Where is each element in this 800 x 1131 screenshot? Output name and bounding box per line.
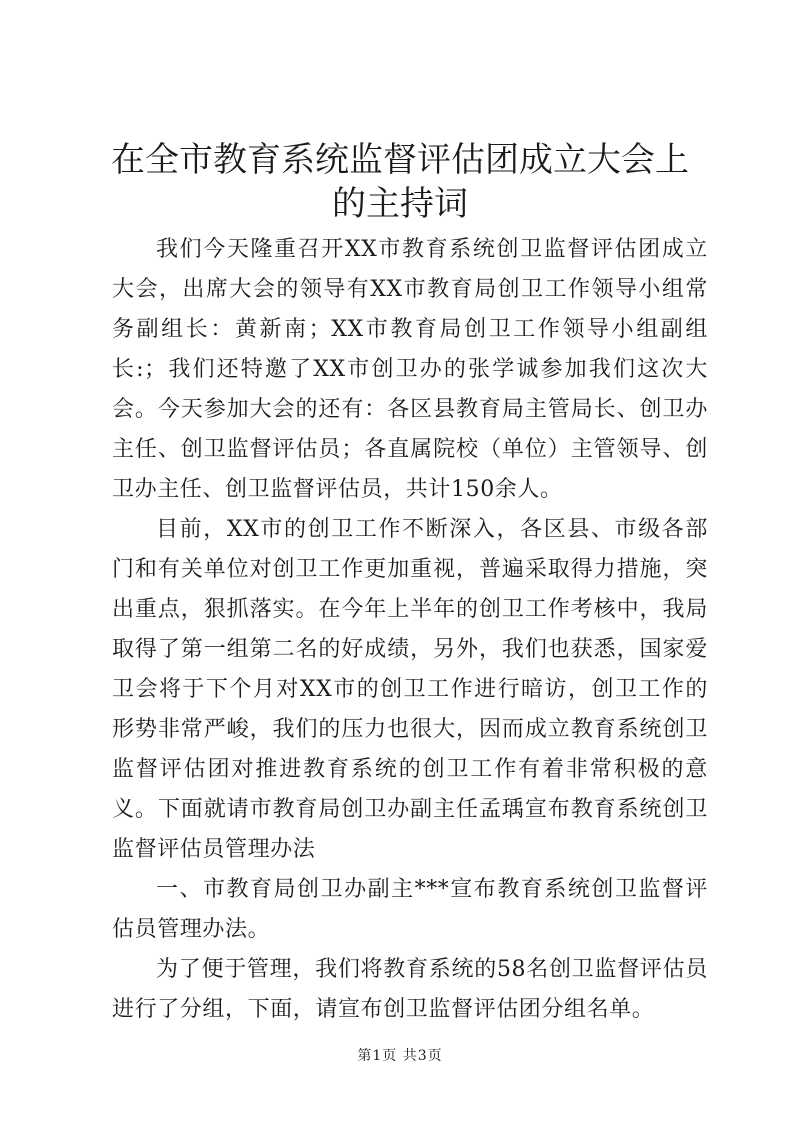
paragraph-item-one: 一、市教育局创卫办副主***宣布教育系统创卫监督评估员管理办法。 xyxy=(112,877,708,942)
document-title: 在全市教育系统监督评估团成立大会上的主持词 xyxy=(111,140,689,224)
paragraph-intro: 我们今天隆重召开XX市教育系统创卫监督评估团成立大会，出席大会的领导有XX市教育局创卫工作领导小组常务副组长：黄新南；XX市教育局创卫工作领导小组副组长:；我们还特邀了XX市创卫办的张学诚参加我们这次大会。今天参加大会的还有：各区县教育局主管局长、创卫办主任、创卫监督评估员；各直属院校（单位）主管领导、创卫办主任、创卫监督评估员，共计150余人。 xyxy=(112,237,708,502)
paragraph-grouping: 为了便于管理，我们将教育系统的58名创卫监督评估员进行了分组，下面，请宣布创卫监督评估团分组名单。 xyxy=(112,957,708,1022)
page-number-footer: 第1页 共3页 xyxy=(357,1048,443,1064)
paragraph-situation: 目前，XX市的创卫工作不断深入，各区县、市级各部门和有关单位对创卫工作更加重视，普遍采取得力措施，突出重点，狠抓落实。在今年上半年的创卫工作考核中，我局取得了第一组第二名的好成绩，另外，我们也获悉，国家爱卫会将于下个月对XX市的创卫工作进行暗访，创卫工作的形势非常严峻，我们的压力也很大，因而成立教育系统创卫监督评估团对推进教育系统的创卫工作有着非常积极的意义。下面就请市教育局创卫办副主任孟瑀宣布教育系统创卫监督评估员管理办法 xyxy=(112,517,708,862)
document-body xyxy=(112,230,708,1030)
